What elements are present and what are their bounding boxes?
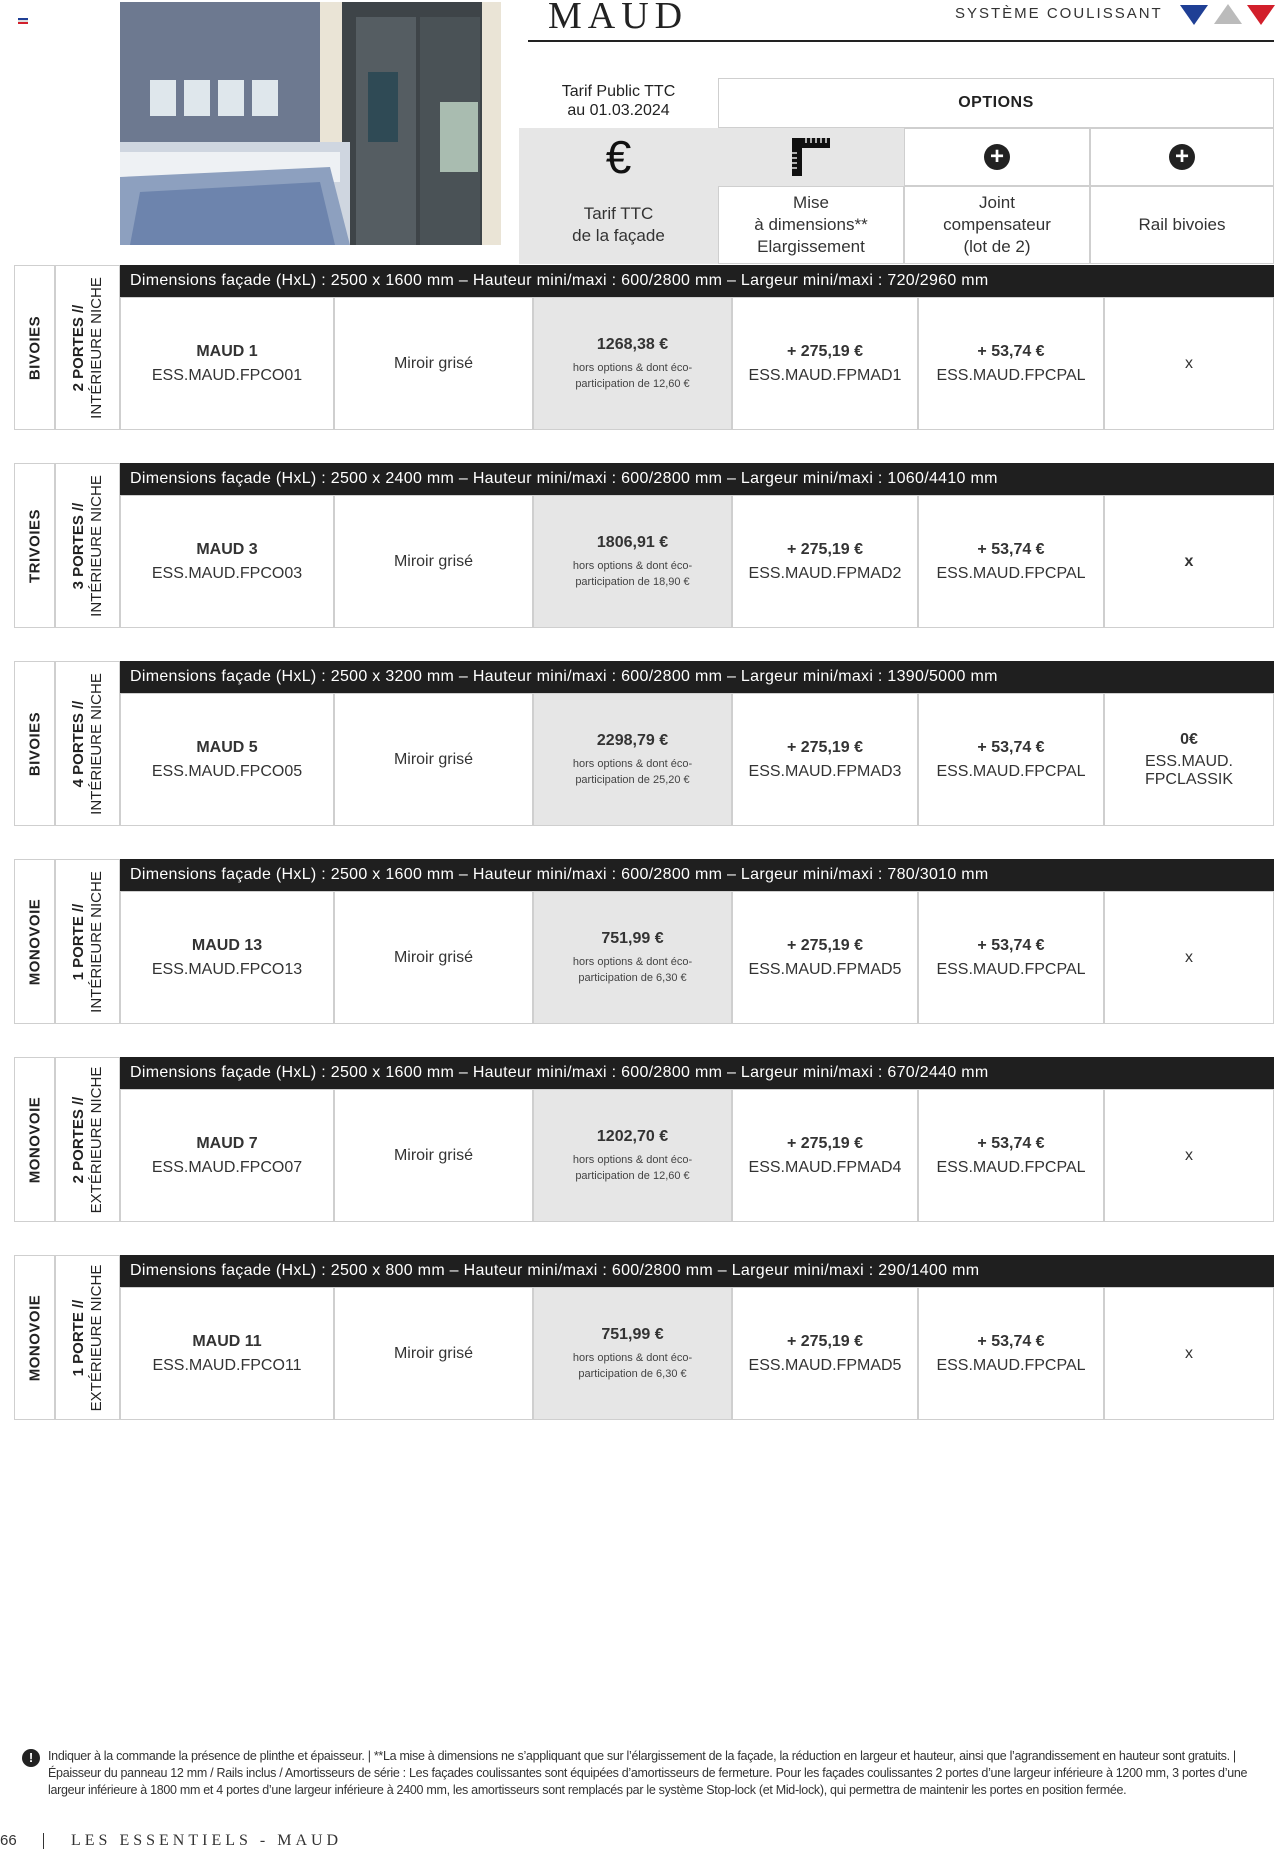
- mad-cell: [732, 891, 918, 1024]
- model-cell: [120, 891, 334, 1024]
- dimensions-bar: Dimensions façade (HxL) : 2500 x 3200 mm – Hauteur mini/maxi : 600/2800 mm – Largeur mini/maxi : 1390/5000 mm: [120, 661, 1274, 693]
- tarif-label: Tarif Public TTC au 01.03.2024: [561, 83, 676, 119]
- door-config-label: [70, 1066, 106, 1213]
- finish-cell: [334, 297, 533, 430]
- rail-type-cell: [14, 265, 55, 430]
- dimensions-bar: Dimensions façade (HxL) : 2500 x 1600 mm – Hauteur mini/maxi : 600/2800 mm – Largeur mini/maxi : 780/3010 mm: [120, 859, 1274, 891]
- model-name: MAUD 5: [196, 738, 258, 756]
- position-label: INTÉRIEURE NICHE: [87, 870, 105, 1013]
- mad-ref: ESS.MAUD.FPMAD5: [748, 960, 902, 978]
- model-cell: [120, 693, 334, 826]
- dimensions-bar: Dimensions façade (HxL) : 2500 x 1600 mm – Hauteur mini/maxi : 600/2800 mm – Largeur mini/maxi : 720/2960 mm: [120, 265, 1274, 297]
- price-value: 1268,38 €: [596, 335, 669, 353]
- product-photo: [120, 2, 501, 245]
- rail-price: x: [1185, 948, 1193, 966]
- price-note: participation de 12,60 €: [575, 377, 690, 390]
- door-config-label: [70, 475, 106, 617]
- doors-label: 2 PORTES //: [69, 304, 87, 391]
- brand-title: MAUD: [548, 0, 689, 37]
- plus-circle-icon: +: [984, 144, 1010, 170]
- joint-cell: [918, 1287, 1104, 1420]
- price-value: 751,99 €: [601, 1325, 664, 1343]
- door-config-cell: [55, 463, 120, 628]
- mad-ref: ESS.MAUD.FPMAD1: [748, 366, 902, 384]
- rail-type-label: MONOVOIE: [26, 898, 43, 985]
- price-note: participation de 6,30 €: [578, 1367, 687, 1380]
- door-config-cell: [55, 661, 120, 826]
- col-price-label: Tarif TTC de la façade: [519, 186, 718, 264]
- joint-cell: [918, 495, 1104, 628]
- joint-cell: [918, 693, 1104, 826]
- price-note: hors options & dont éco-: [572, 361, 693, 374]
- rail-type-cell: [14, 1057, 55, 1222]
- doors-label: 1 PORTE //: [69, 1299, 87, 1376]
- model-cell: [120, 495, 334, 628]
- doors-label: 4 PORTES //: [69, 700, 87, 787]
- position-label: EXTÉRIEURE NICHE: [87, 1066, 105, 1213]
- model-name: MAUD 3: [196, 540, 258, 558]
- rail-type-cell: [14, 859, 55, 1024]
- page-separator: [43, 1833, 44, 1849]
- mad-ref: ESS.MAUD.FPMAD3: [748, 762, 902, 780]
- mad-icon-cell: [718, 128, 904, 186]
- price-cell: [533, 1287, 732, 1420]
- price-value: 751,99 €: [601, 929, 664, 947]
- door-config-label: [70, 673, 106, 815]
- price-value: 2298,79 €: [596, 731, 669, 749]
- rail-ref: ESS.MAUD.: [1144, 752, 1233, 770]
- header-rule: [528, 40, 1274, 42]
- rail-type-label: MONOVOIE: [26, 1096, 43, 1183]
- rail-cell: [1104, 693, 1274, 826]
- door-config-cell: [55, 859, 120, 1024]
- price-note: hors options & dont éco-: [572, 559, 693, 572]
- rail-ref: FPCLASSIK: [1144, 770, 1234, 788]
- price-note: hors options & dont éco-: [572, 1153, 693, 1166]
- mad-cell: [732, 693, 918, 826]
- rail-cell: [1104, 1089, 1274, 1222]
- model-cell: [120, 1287, 334, 1420]
- options-header: OPTIONS: [718, 78, 1274, 128]
- joint-price: + 53,74 €: [977, 540, 1045, 558]
- mad-cell: [732, 1089, 918, 1222]
- joint-ref: ESS.MAUD.FPCPAL: [936, 960, 1086, 978]
- mad-price: + 275,19 €: [786, 540, 864, 558]
- doors-label: 3 PORTES //: [69, 502, 87, 589]
- rail-type-label: MONOVOIE: [26, 1294, 43, 1381]
- mad-ref: ESS.MAUD.FPMAD4: [748, 1158, 902, 1176]
- mad-price: + 275,19 €: [786, 936, 864, 954]
- rail-price: x: [1185, 354, 1193, 372]
- rail-cell: [1104, 1287, 1274, 1420]
- joint-cell: [918, 891, 1104, 1024]
- rail-cell: [1104, 495, 1274, 628]
- col-joint-label: Joint compensateur (lot de 2): [904, 186, 1090, 264]
- finish-cell: [334, 495, 533, 628]
- doors-label: 1 PORTE //: [69, 903, 87, 980]
- flag-triangle-grey-icon: [1214, 4, 1242, 24]
- model-name: MAUD 7: [196, 1134, 258, 1152]
- door-config-label: [70, 277, 106, 419]
- rail-price: x: [1184, 552, 1194, 570]
- price-note: participation de 25,20 €: [575, 773, 690, 786]
- flag-triangle-red-icon: [1247, 5, 1275, 25]
- rail-type-cell: [14, 1255, 55, 1420]
- col-mad-label: Mise à dimensions** Elargissement: [718, 186, 904, 264]
- ruler-square-icon: [790, 136, 832, 178]
- euro-icon: €: [605, 131, 632, 183]
- system-label: SYSTÈME COULISSANT: [955, 5, 1163, 22]
- price-cell: [533, 891, 732, 1024]
- info-icon: !: [22, 1749, 40, 1767]
- price-note: participation de 18,90 €: [575, 575, 690, 588]
- joint-cell: [918, 297, 1104, 430]
- price-note: participation de 12,60 €: [575, 1169, 690, 1182]
- col-rail-label: Rail bivoies: [1090, 186, 1274, 264]
- product-section: [14, 661, 1274, 826]
- joint-price: + 53,74 €: [977, 1134, 1045, 1152]
- price-icon-cell: [519, 128, 718, 186]
- joint-ref: ESS.MAUD.FPCPAL: [936, 1356, 1086, 1374]
- footer-note: Indiquer à la commande la présence de plinthe et épaisseur. | **La mise à dimensions ne s’appliquant que sur l’élargissement de la façade, la réduction en largeur et hauteur, ainsi que l’agrandissement en hauteur sont gratuits. | Épaisseur du panneau 12 mm / Rails inclus / Amortisseurs de série : Les façades coulissantes sont équipées d’amortisseurs de fermeture. Pour les façades coulissantes 2 portes d’une largeur inférieure à 1200 mm, 3 portes d’une largeur inférieure à 1800 mm et 4 portes d’une largeur inférieure à 2400 mm, les amortisseurs sont remplacés par le système Stop-lock (et Mid-lock), qui permettra de maintenir les portes en position fermée.: [48, 1749, 1248, 1797]
- rail-cell: [1104, 297, 1274, 430]
- door-config-cell: [55, 265, 120, 430]
- model-name: MAUD 13: [191, 936, 263, 954]
- model-ref: ESS.MAUD.FPCO01: [151, 366, 303, 384]
- page-title: LES ESSENTIELS - MAUD: [71, 1832, 343, 1849]
- rail-price: 0€: [1180, 730, 1198, 748]
- rail-price: x: [1185, 1146, 1193, 1164]
- position-label: INTÉRIEURE NICHE: [87, 276, 105, 419]
- page-number: 66: [0, 1832, 17, 1849]
- joint-ref: ESS.MAUD.FPCPAL: [936, 1158, 1086, 1176]
- mad-price: + 275,19 €: [786, 1332, 864, 1350]
- dimensions-bar: Dimensions façade (HxL) : 2500 x 1600 mm – Hauteur mini/maxi : 600/2800 mm – Largeur mini/maxi : 670/2440 mm: [120, 1057, 1274, 1089]
- plus-circle-icon: +: [1169, 144, 1195, 170]
- finish-cell: [334, 1089, 533, 1222]
- rail-type-label: TRIVOIES: [26, 508, 43, 583]
- mad-price: + 275,19 €: [786, 342, 864, 360]
- joint-price: + 53,74 €: [977, 738, 1045, 756]
- finish-label: Miroir grisé: [393, 552, 474, 570]
- model-ref: ESS.MAUD.FPCO07: [151, 1158, 303, 1176]
- model-name: MAUD 11: [192, 1332, 262, 1350]
- rail-type-label: BIVOIES: [26, 711, 43, 776]
- flag-mini-icon: [18, 18, 28, 26]
- joint-icon-cell: [904, 128, 1090, 186]
- price-cell: [533, 693, 732, 826]
- price-value: 1202,70 €: [596, 1127, 669, 1145]
- price-cell: [533, 1089, 732, 1222]
- dimensions-bar: Dimensions façade (HxL) : 2500 x 2400 mm – Hauteur mini/maxi : 600/2800 mm – Largeur mini/maxi : 1060/4410 mm: [120, 463, 1274, 495]
- price-cell: [533, 297, 732, 430]
- product-section: [14, 1057, 1274, 1222]
- joint-ref: ESS.MAUD.FPCPAL: [936, 366, 1086, 384]
- product-section: [14, 463, 1274, 628]
- mad-price: + 275,19 €: [786, 738, 864, 756]
- finish-label: Miroir grisé: [393, 1146, 474, 1164]
- finish-cell: [334, 891, 533, 1024]
- joint-ref: ESS.MAUD.FPCPAL: [936, 564, 1086, 582]
- position-label: INTÉRIEURE NICHE: [87, 672, 105, 815]
- rail-price: x: [1185, 1344, 1193, 1362]
- position-label: INTÉRIEURE NICHE: [87, 474, 105, 617]
- mad-ref: ESS.MAUD.FPMAD2: [748, 564, 902, 582]
- price-value: 1806,91 €: [596, 533, 669, 551]
- product-section: [14, 265, 1274, 430]
- position-label: EXTÉRIEURE NICHE: [87, 1264, 105, 1411]
- model-ref: ESS.MAUD.FPCO13: [151, 960, 303, 978]
- model-ref: ESS.MAUD.FPCO11: [152, 1356, 302, 1374]
- dimensions-bar: Dimensions façade (HxL) : 2500 x 800 mm – Hauteur mini/maxi : 600/2800 mm – Largeur mini/maxi : 290/1400 mm: [120, 1255, 1274, 1287]
- finish-label: Miroir grisé: [393, 750, 474, 768]
- mad-price: + 275,19 €: [786, 1134, 864, 1152]
- joint-ref: ESS.MAUD.FPCPAL: [936, 762, 1086, 780]
- mad-cell: [732, 297, 918, 430]
- mad-ref: ESS.MAUD.FPMAD5: [748, 1356, 902, 1374]
- price-note: hors options & dont éco-: [572, 955, 693, 968]
- finish-cell: [334, 1287, 533, 1420]
- product-section: [14, 1255, 1274, 1420]
- joint-price: + 53,74 €: [977, 1332, 1045, 1350]
- finish-label: Miroir grisé: [393, 1344, 474, 1362]
- door-config-label: [70, 1264, 106, 1411]
- price-cell: [533, 495, 732, 628]
- price-note: hors options & dont éco-: [572, 1351, 693, 1364]
- price-note: hors options & dont éco-: [572, 757, 693, 770]
- doors-label: 2 PORTES //: [69, 1096, 87, 1183]
- rail-icon-cell: [1090, 128, 1274, 186]
- joint-cell: [918, 1089, 1104, 1222]
- flag-triangle-blue-icon: [1180, 5, 1208, 25]
- joint-price: + 53,74 €: [977, 342, 1045, 360]
- model-cell: [120, 297, 334, 430]
- mad-cell: [732, 495, 918, 628]
- model-name: MAUD 1: [196, 342, 258, 360]
- price-note: participation de 6,30 €: [578, 971, 687, 984]
- rail-type-label: BIVOIES: [26, 315, 43, 380]
- door-config-cell: [55, 1255, 120, 1420]
- door-config-cell: [55, 1057, 120, 1222]
- model-ref: ESS.MAUD.FPCO05: [151, 762, 303, 780]
- joint-price: + 53,74 €: [977, 936, 1045, 954]
- product-section: [14, 859, 1274, 1024]
- rail-cell: [1104, 891, 1274, 1024]
- finish-cell: [334, 693, 533, 826]
- rail-type-cell: [14, 661, 55, 826]
- door-config-label: [70, 871, 106, 1013]
- mad-cell: [732, 1287, 918, 1420]
- model-ref: ESS.MAUD.FPCO03: [151, 564, 303, 582]
- rail-type-cell: [14, 463, 55, 628]
- finish-label: Miroir grisé: [393, 948, 474, 966]
- finish-label: Miroir grisé: [393, 354, 474, 372]
- model-cell: [120, 1089, 334, 1222]
